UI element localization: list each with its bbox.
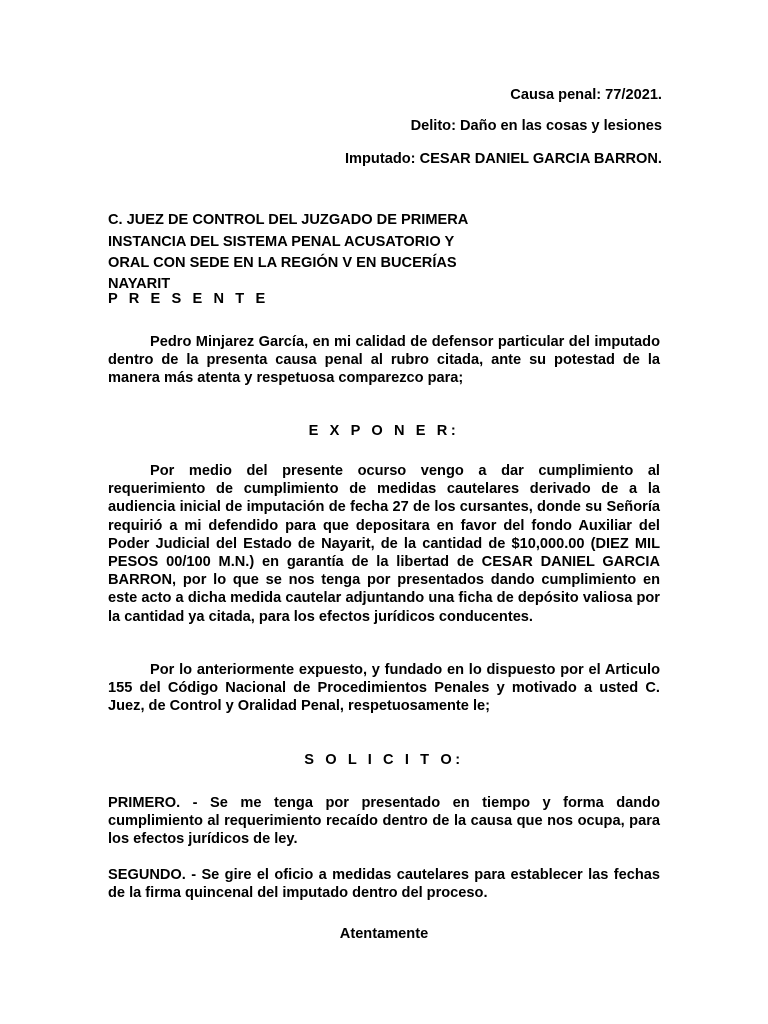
segundo-paragraph: SEGUNDO. - Se gire el oficio a medidas cautelares para establecer las fechas de la firma quincenal del imputado dentro del proceso.	[108, 867, 660, 902]
exponer-heading: E X P O N E R:	[308, 423, 460, 439]
addressee-line-4: NAYARIT	[108, 276, 171, 292]
exposition-paragraph: Por medio del presente ocurso vengo a dar cumplimiento al requerimiento de cumplimiento de medidas cautelares derivado de a la audiencia inicial de imputación de fecha 27 de los cursantes, donde su Señoría requirió a mi defendido para que depositara en favor del fondo Auxiliar del Poder Judicial del Estado de Nayarit, de la cantidad de $10,000.00 (DIEZ MIL PESOS 00/100 M.N.) en garantía de la libertad de CESAR DANIEL GARCIA BARRON, por lo que se nos tenga por presentados dando cumplimiento en este acto a dicha medida cautelar adjuntando una ficha de depósito valiosa por la cantidad ya citada, para los efectos jurídicos conducentes.	[108, 463, 660, 625]
addressee-line-2: INSTANCIA DEL SISTEMA PENAL ACUSATORIO Y	[108, 234, 455, 250]
solicito-heading: S O L I C I T O:	[304, 752, 464, 768]
addressee-line-3: ORAL CON SEDE EN LA REGIÓN V EN BUCERÍAS	[108, 255, 457, 271]
presente-heading: P R E S E N T E	[108, 291, 269, 307]
accused: Imputado: CESAR DANIEL GARCIA BARRON.	[344, 151, 662, 167]
primero-paragraph: PRIMERO. - Se me tenga por presentado en tiempo y forma dando cumplimiento al requerimiento recaído dentro de la causa que nos ocupa, para los efectos jurídicos de ley.	[108, 795, 660, 848]
addressee-line-1: C. JUEZ DE CONTROL DEL JUZGADO DE PRIMERA	[108, 212, 469, 228]
offense: Delito: Daño en las cosas y lesiones	[410, 118, 662, 134]
grounds-paragraph: Por lo anteriormente expuesto, y fundado en lo dispuesto por el Articulo 155 del Código Nacional de Procedimientos Penales y motivado a usted C. Juez, de Control y Oralidad Penal, respetuosamente le;	[108, 662, 660, 715]
intro-paragraph: Pedro Minjarez García, en mi calidad de defensor particular del imputado dentro de la presenta causa penal al rubro citada, ante su potestad de la manera más atenta y respetuosa comparezco para;	[108, 334, 660, 387]
closing-text: Atentamente	[339, 926, 429, 942]
case-number: Causa penal: 77/2021.	[510, 87, 662, 103]
